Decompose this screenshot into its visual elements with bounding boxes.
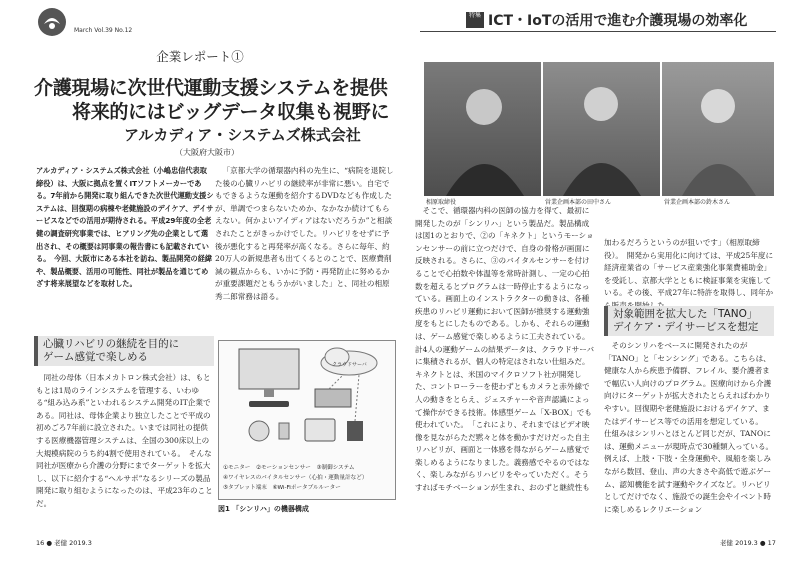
figure-caption: 図1 「シンリハ」の機器構成 <box>218 505 309 513</box>
body-column-b <box>215 165 395 340</box>
photo-caption-3: 営業企画本部の鈴木さん <box>664 199 731 206</box>
wristband-icon <box>279 423 289 439</box>
photo-tanaka <box>543 62 660 196</box>
tablet-icon <box>305 419 335 441</box>
section-heading-2: 対象範囲を拡大した「TANO」 デイケア・デイサービスを想定 <box>604 306 774 336</box>
section-1-text: 同社の母体（日本メカトロン株式会社）は、もともとは1局のラインシステムを管理する、いわゆる“組み込み系”といわれるシステム開発のIT企業である。同社は、母体企業より独立したことで平成の初めごろ7年前に設立された。いまでは同社の提供する医療機器管理システムは、全国の300床以上の大規模病院のうち約4割で使用されている。 そんな同社が医療から介護の分野にまでターゲットを拡大し、以下に紹介する“ヘルサポ”なるシリーズの製品開発に取り組むようになったのは、平成23年のことだ。 <box>36 373 213 508</box>
page-number-right: 老健 2019.3 ● 17 <box>720 539 776 547</box>
legend-line-1: ①モニター ②モーションセンサー ③制御システム <box>223 465 355 471</box>
wifi-router-icon <box>347 421 363 441</box>
page-number-left: 16 ● 老健 2019.3 <box>36 539 92 547</box>
person-silhouette-icon <box>662 62 774 196</box>
article-kicker: 企業レポート① <box>156 49 244 64</box>
cloud-label: クラウドサーバ <box>332 362 367 368</box>
column-c-text: そこで、循環器内科の医師の協力を得て、最初に開発したのが「シンリハ」という製品だ。製品構成は図1のとおりで、②の「キネクト」というモーションセンサーの前に立つだけで、自身の骨格が画面に反映される。さらに、③のバイタルセンサーを付けることで心拍数や体温等を常時計測し、一定の心拍数を超えるとプログラムは一時停止するようになっている。画面上のインストラクターの動きは、各種疾患のリハビリ運動において医師が推奨する運動強度をもとにしたものである。しかも、それらの運動は、ゲーム感覚で楽しめるように工夫されている。計4人の運動ゲームの結果データは、クラウドサーバに集積されるが、個人の特定はされない仕組みだ。 キネクトとは、米国のマイクロソフト社が開発した、コントローラーを使わずともカメラと赤外線で人の動きをとらえ、ジェスチャーや音声認識によって操作ができる技術。体感型ゲーム「X-BOX」でも使われていた。 「これにより、それまではビデオ映像を見ながらただ黙々と体を動かすだけだった自主リハビリが、画面と一体感を得ながらゲーム感覚で楽しめるようになりました。義務感でやるのではなく、楽しみながらリハビリをやっていただく。そうすればモチベーションが生まれ、おのずと継続性も <box>415 206 595 493</box>
headline-line-1: 介護現場に次世代運動支援システムを提供 <box>34 77 388 99</box>
photo-caption-2: 営業企画本部の田中さん <box>545 199 612 206</box>
control-system-icon <box>315 389 351 407</box>
motion-sensor-icon <box>249 401 289 407</box>
magazine-logo-icon <box>32 6 72 38</box>
column-d-text: 加わるだろうというのが狙いです」（相原取締役）。 開発から実用化に向けては、平成25年度に経済産業省の「サービス産業強化事業費補助金」を受託し、京都大学とともに検証事業を実施している。その後、平成27年に特許を取得し、同年か <box>604 238 774 298</box>
company-name: アルカディア・システムズ株式会社 <box>124 126 361 144</box>
system-diagram <box>219 341 395 459</box>
person-silhouette-icon <box>424 62 541 196</box>
legend-line-2: ④ワイヤレスのバイタルセンサー（心拍・運動量計など） <box>223 475 368 481</box>
section-1-body <box>36 372 214 522</box>
section-2-text: そのシンリハをベースに開発されたのが「TANO」と「センシング」である。こちらは、健康な人から疾患予備群、フレイル、要介護者まで幅広い人向けのプログラム。医療向けから介護向けにターゲットが拡大されたとらえればわかりやすい。回復期や老健施設におけるデイケア、またはデイサービス等での活用を想定している。 仕組みはシンリハとほとんど同じだが、TANOには、運動メニューが現時点で30種類入っている。例えば、上肢・下肢・全身運動や、風船を楽しみながら数回、登山、声の大きさや高低で遊ぶゲーム、認知機能を試す運動やクイズなど。リハビリとしてだけでなく、施設での誕生会やイベント時に楽しめるレクリエーション <box>604 341 774 514</box>
photo-caption-1: 相原取締役 <box>426 199 457 206</box>
monitor-icon <box>239 349 299 389</box>
system-diagram-figure <box>218 340 396 500</box>
feature-title: ICT・IoTの活用で進む介護現場の効率化 <box>488 13 748 29</box>
company-location: （大阪府大阪市） <box>175 148 239 157</box>
vital-sensor-icon <box>249 421 269 441</box>
headline-line-2: 将来的にはビッグデータ収集も視野に <box>72 101 390 123</box>
section-2-body <box>604 340 774 525</box>
person-silhouette-icon <box>543 62 660 196</box>
issue-volume: March Vol.39 No.12 <box>74 27 133 34</box>
monitor-stand <box>264 389 274 397</box>
body-column-c <box>415 205 595 525</box>
lead-paragraph <box>36 165 214 335</box>
quote-paragraph: 「京都大学の循環器内科の先生に、“病院を退院した後の心臓リハビリの継続率が非常に悪い。自宅でもできるような運動を紹介するDVDなども作成したが、単調でつまらないためか、なかなか続けてもらえない。何かよいアイディアはないだろうか”と相談されたことがきっかけでした。リハビリをせずに予後が悪化すると再発率が高くなる。さらに毎年、約20万人の新規患者も出てくるとのことで、医療費削減の観点からも、いかに予防・再発防止に努めるかが重要課題だともうかがいました」と、同社の相原秀二郎常務は語る。 <box>215 166 394 301</box>
photo-director <box>424 62 541 196</box>
photo-suzuki <box>662 62 774 196</box>
feature-tag: 特集 <box>466 12 484 28</box>
body-column-d <box>604 237 774 298</box>
lead-text: アルカディア・システムズ株式会社（小嶋忠信代表取締役）は、大阪に拠点を置くITソフトメーカーである。7年前から開発に取り組んできた次世代運動支援システムは、回復期の病棟や老健施設のデイケア、デイサービスなどでの活用が期待される。平成29年度の全老健の調査研究事業では、ヒアリング先の企業として選出され、その概要は同事業の報告書にも記載されている。 今回、大阪市にある本社を訪ね、製品開発の経緯や、製品概要、活用の可能性、同社が製品を通じてめざす将来展望などを取材した。 <box>36 166 214 289</box>
section-heading-1: 心臓リハビリの継続を目的に ゲーム感覚で楽しめる <box>34 336 214 366</box>
legend-line-3: ⑤タブレット端末 ⑥Wi-Fiポータブルルーター <box>223 485 341 491</box>
